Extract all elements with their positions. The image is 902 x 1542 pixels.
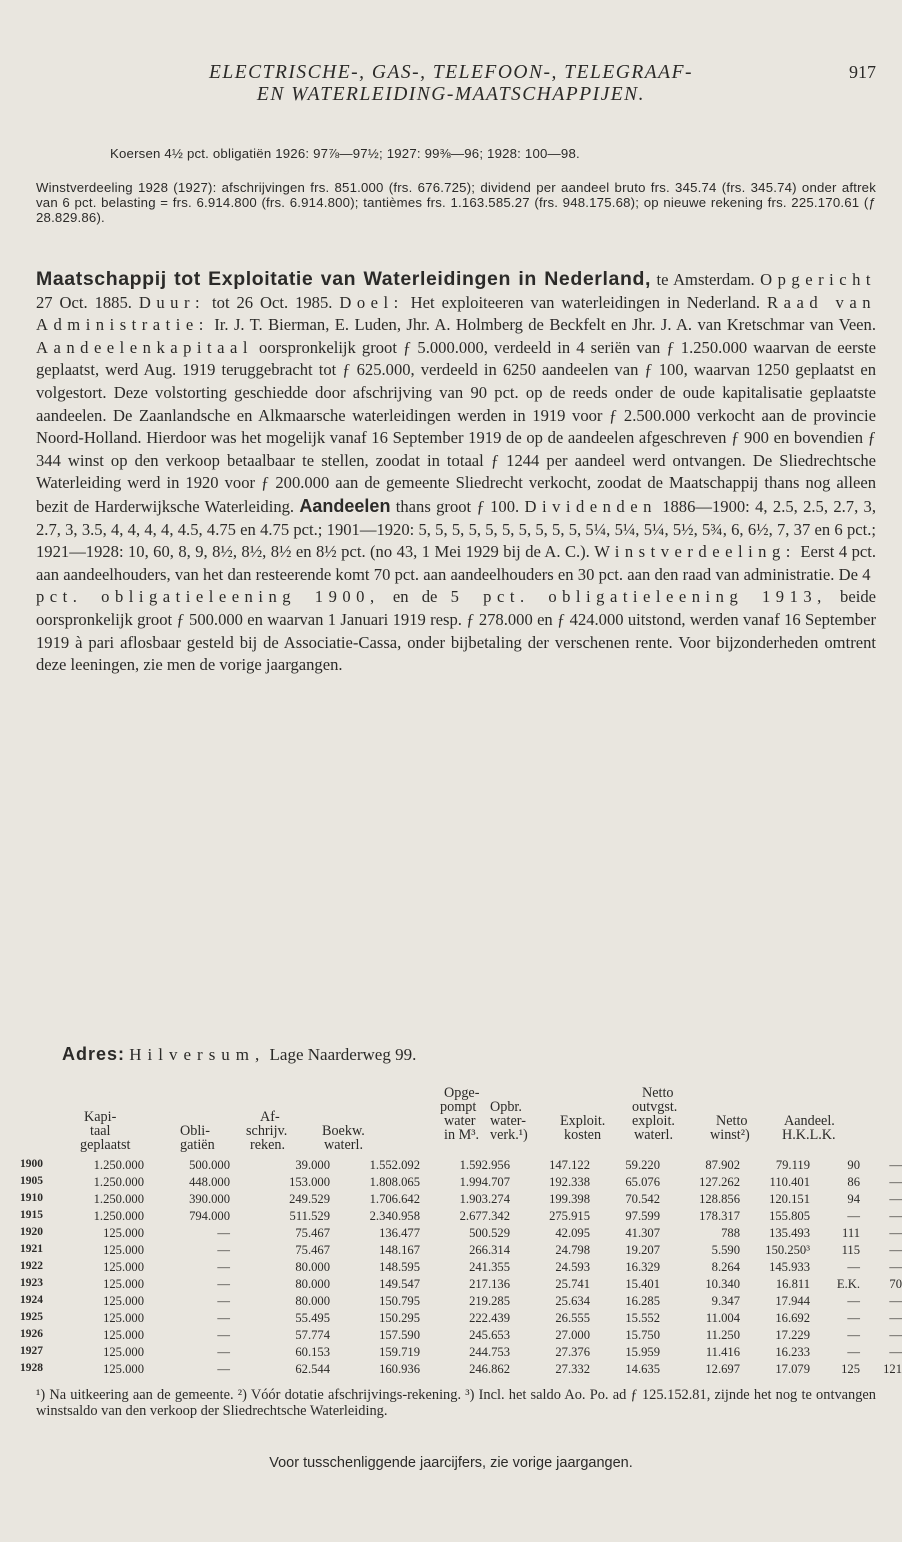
company-entry [36, 268, 876, 677]
cell-nex: 5.590 [711, 1243, 740, 1257]
adres-city: Hilversum, [129, 1045, 266, 1064]
cell-afs: 75.467 [295, 1226, 330, 1240]
cell-a2: — [889, 1294, 902, 1308]
cell-nex: 8.264 [711, 1260, 740, 1274]
cell-afs: 511.529 [289, 1209, 330, 1223]
table-row [20, 1345, 902, 1361]
body-text: en de [379, 587, 451, 607]
col-opbr-2: water- [490, 1113, 526, 1129]
cell-a2: — [889, 1175, 902, 1189]
address-line [62, 1044, 416, 1065]
cell-opg: 222.439 [469, 1311, 510, 1325]
running-header [0, 62, 902, 106]
cell-kap: 1.250.000 [93, 1175, 144, 1189]
cell-nw: 135.493 [769, 1226, 810, 1240]
col-opgepompt-2: pompt [440, 1099, 477, 1115]
body-text: 27 Oct. 1885. [36, 292, 139, 312]
cell-year: 1924 [20, 1294, 43, 1306]
cell-a1: — [847, 1209, 860, 1223]
cell-opg: 500.529 [469, 1226, 510, 1240]
cell-year: 1905 [20, 1175, 43, 1187]
cell-exp: 97.599 [625, 1209, 660, 1223]
col-obli-2: gatiën [180, 1137, 215, 1153]
col-netto-winst-1: Netto [716, 1113, 748, 1129]
cell-opb: 27.000 [555, 1328, 590, 1342]
cell-a2: — [889, 1209, 902, 1223]
cell-obl: — [217, 1277, 230, 1291]
cell-opb: 27.332 [555, 1362, 590, 1376]
table-row [20, 1226, 902, 1242]
cell-nw: 16.692 [775, 1311, 810, 1325]
cell-kap: 125.000 [103, 1260, 144, 1274]
table-row [20, 1209, 902, 1225]
cell-afs: 39.000 [295, 1158, 330, 1172]
cell-a1: — [847, 1345, 860, 1359]
cell-opb: 192.338 [549, 1175, 590, 1189]
table-footnotes [36, 1388, 876, 1419]
cell-nex: 11.250 [705, 1328, 740, 1342]
cell-a1: — [847, 1328, 860, 1342]
table-row [20, 1158, 902, 1174]
cell-exp: 70.542 [625, 1192, 660, 1206]
col-afschrijv-2: schrijv. [246, 1123, 288, 1139]
cell-opg: 1.903.274 [459, 1192, 510, 1206]
col-opbr-3: verk.¹) [490, 1127, 528, 1143]
cell-nw: 155.805 [769, 1209, 810, 1223]
cell-opb: 275.915 [549, 1209, 590, 1223]
col-boekw-2: waterl. [324, 1137, 363, 1153]
table-row [20, 1311, 902, 1327]
cell-obl: 390.000 [189, 1192, 230, 1206]
kapitaal-label: Aandeelenkapitaal [36, 337, 253, 357]
cell-a2: — [889, 1226, 902, 1240]
cell-nw: 150.250³ [765, 1243, 810, 1257]
col-opgepompt-4: in M³. [444, 1127, 479, 1143]
cell-kap: 125.000 [103, 1277, 144, 1291]
cell-boek: 148.595 [379, 1260, 420, 1274]
cell-afs: 80.000 [295, 1294, 330, 1308]
cell-exp: 15.401 [625, 1277, 660, 1291]
cell-obl: — [217, 1294, 230, 1308]
cell-kap: 125.000 [103, 1243, 144, 1257]
cell-year: 1922 [20, 1260, 43, 1272]
cell-boek: 148.167 [379, 1243, 420, 1257]
adres-street: Lage Naarderweg 99. [269, 1045, 417, 1064]
cell-a2: — [889, 1192, 902, 1206]
cell-obl: — [217, 1226, 230, 1240]
winstverdeeling-label: Winstverdeeling: [594, 542, 796, 562]
col-kapitaal-2: taal [90, 1123, 111, 1139]
cell-opg: 1.592.956 [459, 1158, 510, 1172]
table-header [20, 1086, 892, 1158]
col-opgepompt-3: water [444, 1113, 476, 1129]
cell-boek: 159.719 [379, 1345, 420, 1359]
col-aandeel-1: Aandeel. [784, 1113, 835, 1129]
cell-exp: 16.285 [625, 1294, 660, 1308]
cell-exp: 15.959 [625, 1345, 660, 1359]
cell-year: 1923 [20, 1277, 43, 1289]
col-netto-exploit-1: Netto [642, 1085, 674, 1101]
body-text: Ir. J. T. Bierman, E. Luden, Jhr. A. Holmberg de Beckfelt en Jhr. J. A. van Kretschmar van Veen. [208, 315, 876, 335]
cell-year: 1920 [20, 1226, 43, 1238]
cell-opb: 147.122 [549, 1158, 590, 1172]
body-text: beide oorspronkelijk groot ƒ 500.000 en waarvan 1 Januari 1919 resp. ƒ 278.000 en ƒ 424.000 uitstond, werden vanaf 16 September 1919 à pari aflosbaar gesteld bij de Associatie-Cassa, onder bijbetaling der verschenen rente. Voor bijzonderheden omtrent deze leeningen, zie men de vorige jaargangen. [36, 587, 876, 675]
cell-opg: 245.653 [469, 1328, 510, 1342]
cell-nex: 128.856 [699, 1192, 740, 1206]
cell-exp: 41.307 [625, 1226, 660, 1240]
cell-exp: 65.076 [625, 1175, 660, 1189]
body-text: te Amsterdam. [651, 270, 761, 289]
table-row [20, 1277, 902, 1293]
table-row [20, 1260, 902, 1276]
winstverdeeling-text: Winstverdeeling 1928 (1927): afschrijvingen frs. 851.000 (frs. 676.725); dividend per aandeel bruto frs. 345.74 (frs. 345.74) onder aftrek van 6 pct. belasting = frs. 6.914.800 (frs. 6.914.800); tantièmes frs. 1.163.585.27 (frs. 948.175.68); op nieuwe rekening frs. 225.170.61 (ƒ 28.829.86). [36, 180, 876, 225]
page-number: 917 [849, 62, 876, 82]
cell-kap: 125.000 [103, 1345, 144, 1359]
cell-a1: E.K. [836, 1277, 860, 1291]
cell-opb: 199.398 [549, 1192, 590, 1206]
cell-a1: — [847, 1294, 860, 1308]
cell-nw: 16.233 [775, 1345, 810, 1359]
cell-a1: 90 [847, 1158, 860, 1172]
body-text: 1886—1900: 4, 2.5, 2.5, 2.7, 3, 2.7, 3, 3.5, 4, 4, 4, 4, 4.5, 4.75 en 4.75 pct.; 1901—1920: 5, 5, 5, 5, 5, 5, 5, 5, 5, 5, 5¼, 5¼, 5¼, 5½, 5¾, 6, 6½, 7, 37 en 6 pct.; 1921—1928: 10, 60, 8, 9, 8½, 8½, 8½ en 8½ pct. (no 43, 1 Mei 1929 bij de A. C.). [36, 496, 876, 562]
cell-exp: 15.552 [625, 1311, 660, 1325]
cell-nex: 11.004 [705, 1311, 740, 1325]
cell-nw: 79.119 [775, 1158, 810, 1172]
cell-a1: 94 [847, 1192, 860, 1206]
cell-exp: 59.220 [625, 1158, 660, 1172]
col-netto-exploit-4: waterl. [634, 1127, 673, 1143]
cell-a2: — [889, 1260, 902, 1274]
cell-nex: 87.902 [705, 1158, 740, 1172]
cell-kap: 1.250.000 [93, 1209, 144, 1223]
cell-year: 1910 [20, 1192, 43, 1204]
cell-a1: — [847, 1311, 860, 1325]
raad-label: Raad van Administratie: [36, 292, 877, 335]
cell-year: 1926 [20, 1328, 43, 1340]
cell-a1: 115 [841, 1243, 860, 1257]
cell-nw: 110.401 [769, 1175, 810, 1189]
body-text: Eerst 4 pct. aan aandeelhouders, van het dan resteerende komt 70 pct. aan aandeelhouders en 30 pct. aan den raad van administratie. De [36, 542, 876, 584]
cell-obl: — [217, 1260, 230, 1274]
cell-nw: 17.079 [775, 1362, 810, 1376]
col-aandeel-2: H.K.L.K. [782, 1127, 836, 1143]
koersen-text: Koersen 4½ pct. obligatiën 1926: 97⅞—97½; 1927: 99⅜—96; 1928: 100—98. [110, 146, 580, 161]
cell-opg: 2.677.342 [459, 1209, 510, 1223]
cell-a2: — [889, 1158, 902, 1172]
cell-nw: 145.933 [769, 1260, 810, 1274]
cell-kap: 125.000 [103, 1362, 144, 1376]
cell-nex: 9.347 [711, 1294, 740, 1308]
cell-a1: 86 [847, 1175, 860, 1189]
cell-afs: 249.529 [289, 1192, 330, 1206]
header-line-2: EN WATERLEIDING-MAATSCHAPPIJEN. [256, 84, 646, 105]
cell-a2: 121 [883, 1362, 902, 1376]
duur-label: Duur: [138, 292, 206, 312]
cell-obl: — [217, 1345, 230, 1359]
cell-obl: 794.000 [189, 1209, 230, 1223]
cell-obl: — [217, 1311, 230, 1325]
cell-boek: 1.808.065 [369, 1175, 420, 1189]
cell-boek: 2.340.958 [369, 1209, 420, 1223]
col-opbr-1: Opbr. [490, 1099, 522, 1115]
cell-boek: 157.590 [379, 1328, 420, 1342]
cell-year: 1900 [20, 1158, 43, 1170]
cell-boek: 150.795 [379, 1294, 420, 1308]
cell-obl: — [217, 1328, 230, 1342]
table-row [20, 1192, 902, 1208]
doel-label: Doel: [339, 292, 404, 312]
cell-a2: — [889, 1311, 902, 1325]
cell-nex: 788 [721, 1226, 740, 1240]
body-text: Het exploiteeren van waterleidingen in Nederland. [403, 292, 768, 312]
cell-a2: 70 [889, 1277, 902, 1291]
cell-afs: 57.774 [295, 1328, 330, 1342]
cell-opg: 241.355 [469, 1260, 510, 1274]
col-kapitaal-1: Kapi- [84, 1109, 117, 1125]
cell-exp: 19.207 [625, 1243, 660, 1257]
col-netto-exploit-2: outvgst. [632, 1099, 678, 1115]
col-exploit-1: Exploit. [560, 1113, 606, 1129]
cell-a2: — [889, 1243, 902, 1257]
cell-exp: 16.329 [625, 1260, 660, 1274]
body-text: tot 26 Oct. 1985. [205, 292, 340, 312]
cell-obl: 448.000 [189, 1175, 230, 1189]
cell-obl: — [217, 1243, 230, 1257]
cell-opg: 217.136 [469, 1277, 510, 1291]
cell-year: 1921 [20, 1243, 43, 1255]
cell-boek: 149.547 [379, 1277, 420, 1291]
cell-obl: — [217, 1362, 230, 1376]
cell-kap: 125.000 [103, 1294, 144, 1308]
cell-kap: 125.000 [103, 1226, 144, 1240]
cell-nex: 127.262 [699, 1175, 740, 1189]
cell-opb: 24.798 [555, 1243, 590, 1257]
obligatieleening-1913-label: 5 pct. obligatieleening 1913, [450, 587, 827, 607]
cell-a2: — [889, 1328, 902, 1342]
footer-note: Voor tusschenliggende jaarcijfers, zie vorige jaargangen. [269, 1455, 633, 1471]
col-exploit-2: kosten [564, 1127, 602, 1143]
cell-opg: 244.753 [469, 1345, 510, 1359]
cell-opb: 27.376 [555, 1345, 590, 1359]
opgericht-label: Opgericht [760, 270, 877, 289]
cell-a1: 111 [842, 1226, 860, 1240]
cell-opg: 266.314 [469, 1243, 510, 1257]
cell-year: 1928 [20, 1362, 43, 1374]
cell-exp: 15.750 [625, 1328, 660, 1342]
cell-nw: 16.811 [775, 1277, 810, 1291]
table-row [20, 1294, 902, 1310]
col-obli-1: Obli- [180, 1123, 210, 1139]
col-afschrijv-3: reken. [250, 1137, 286, 1153]
cell-year: 1927 [20, 1345, 43, 1357]
body-text: oorspronkelijk groot ƒ 5.000.000, verdeeld in 4 seriën van ƒ 1.250.000 waarvan de eerste geplaatst, werd Aug. 1919 teruggebracht tot ƒ 625.000, verdeeld in 6250 aandeelen van ƒ 100, waarvan 1250 geplaatst en volgestort. Deze volstorting geschiedde door afschrijving van 90 pct. op de reeds onder de oude kapitalisatie geplaatste aandeelen. De Zaanlandsche en Alkmaarsche waterleidingen werden in 1919 voor ƒ 2.500.000 verkocht aan de provincie Noord-Holland. Hierdoor was het mogelijk vanaf 16 September 1919 de op de aandeelen afgeschreven ƒ 900 en bovendien ƒ 344 winst op den verkoop betaalbaar te stellen, zoodat in totaal ƒ 1244 per aandeel werd ontvangen. De Sliedrechtsche Waterleiding werd in 1920 voor ƒ 200.000 aan de gemeente Sliedrecht verkocht, zoodat de Maatschappij thans nog alleen bezit de Harderwijksche Waterleiding. [36, 337, 876, 516]
cell-a1: — [847, 1260, 860, 1274]
cell-nw: 120.151 [769, 1192, 810, 1206]
cell-year: 1915 [20, 1209, 43, 1221]
col-netto-winst-2: winst²) [710, 1127, 750, 1143]
adres-label: Adres: [62, 1044, 126, 1064]
cell-nex: 12.697 [705, 1362, 740, 1376]
cell-boek: 136.477 [379, 1226, 420, 1240]
cell-afs: 55.495 [295, 1311, 330, 1325]
cell-nex: 11.416 [705, 1345, 740, 1359]
cell-opg: 219.285 [469, 1294, 510, 1308]
col-opgepompt-1: Opge- [444, 1085, 480, 1101]
col-netto-exploit-3: exploit. [632, 1113, 675, 1129]
table-row [20, 1175, 902, 1191]
cell-exp: 14.635 [625, 1362, 660, 1376]
company-name: Maatschappij tot Exploitatie van Waterleidingen in Nederland, [36, 268, 652, 290]
cell-afs: 75.467 [295, 1243, 330, 1257]
col-kapitaal-3: geplaatst [80, 1137, 131, 1153]
cell-afs: 153.000 [289, 1175, 330, 1189]
cell-opb: 24.593 [555, 1260, 590, 1274]
cell-boek: 1.706.642 [369, 1192, 420, 1206]
col-afschrijv-1: Af- [260, 1109, 280, 1125]
cell-opg: 246.862 [469, 1362, 510, 1376]
table-row [20, 1328, 902, 1344]
cell-a2: — [889, 1345, 902, 1359]
cell-opb: 25.634 [555, 1294, 590, 1308]
body-text: thans groot ƒ 100. [390, 496, 525, 516]
cell-nw: 17.944 [775, 1294, 810, 1308]
cell-nex: 178.317 [699, 1209, 740, 1223]
col-boekw-1: Boekw. [322, 1123, 365, 1139]
obligatieleening-1900-label: 4 pct. obligatieleening 1900, [36, 564, 876, 607]
cell-afs: 60.153 [295, 1345, 330, 1359]
table-row [20, 1362, 902, 1378]
cell-obl: 500.000 [189, 1158, 230, 1172]
cell-kap: 125.000 [103, 1311, 144, 1325]
cell-nw: 17.229 [775, 1328, 810, 1342]
table-row [20, 1243, 902, 1259]
header-line-1: ELECTRISCHE-, GAS-, TELEFOON-, TELEGRAAF- [209, 62, 693, 83]
cell-opg: 1.994.707 [459, 1175, 510, 1189]
cell-boek: 150.295 [379, 1311, 420, 1325]
previous-entry [36, 146, 876, 225]
cell-kap: 1.250.000 [93, 1158, 144, 1172]
cell-year: 1925 [20, 1311, 43, 1323]
aandeelen-label: Aandeelen [299, 495, 391, 516]
cell-boek: 160.936 [379, 1362, 420, 1376]
cell-boek: 1.552.092 [369, 1158, 420, 1172]
dividenden-label: Dividenden [524, 496, 657, 516]
cell-kap: 1.250.000 [93, 1192, 144, 1206]
cell-opb: 42.095 [555, 1226, 590, 1240]
footnote-text: ¹) Na uitkeering aan de gemeente. ²) Vóór dotatie afschrijvings-rekening. ³) Incl. het saldo Ao. Po. ad ƒ 125.152.81, zijnde het nog te ontvangen winstsaldo van den verkoop der Sliedrechtsche Waterleiding. [36, 1387, 876, 1419]
cell-opb: 25.741 [555, 1277, 590, 1291]
cell-kap: 125.000 [103, 1328, 144, 1342]
cell-a1: 125 [841, 1362, 860, 1376]
cell-afs: 80.000 [295, 1260, 330, 1274]
cell-afs: 80.000 [295, 1277, 330, 1291]
cell-opb: 26.555 [555, 1311, 590, 1325]
cell-afs: 62.544 [295, 1362, 330, 1376]
cell-nex: 10.340 [705, 1277, 740, 1291]
